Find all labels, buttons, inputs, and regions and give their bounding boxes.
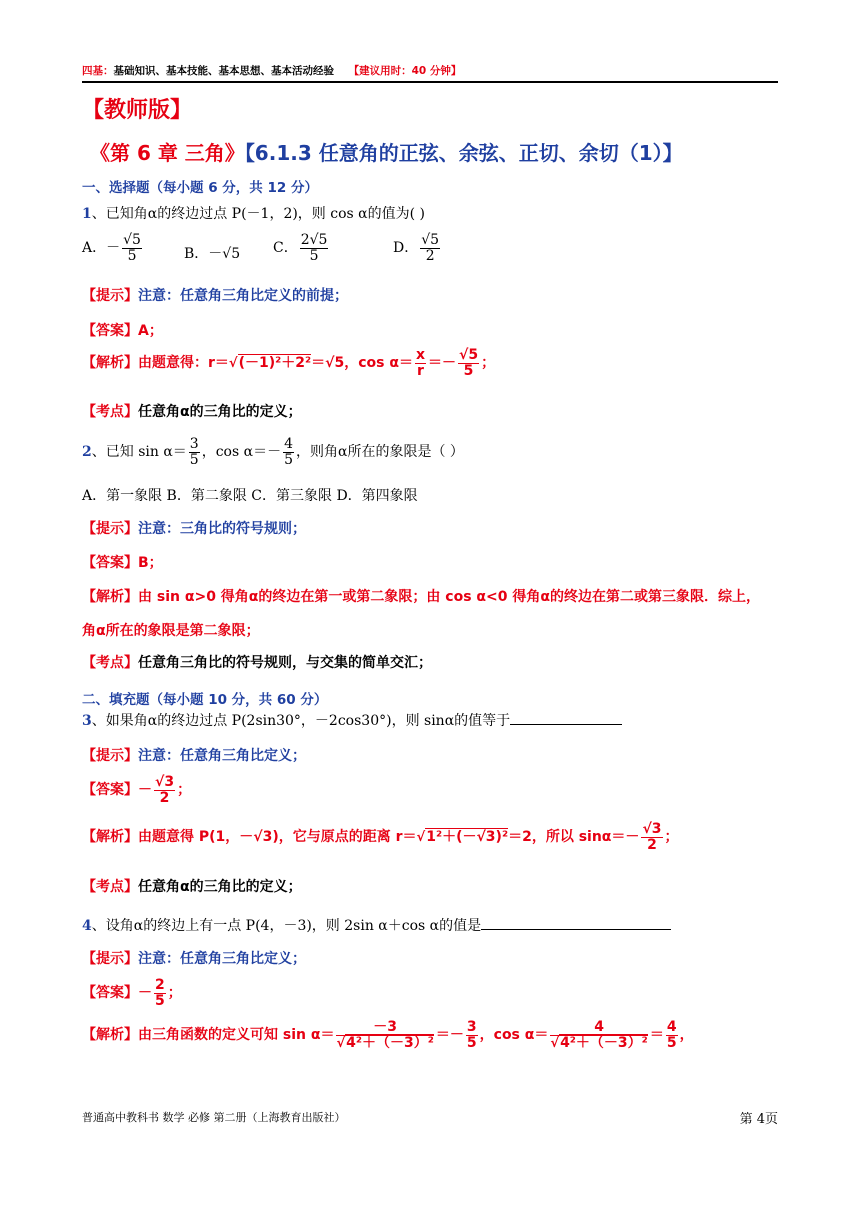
q1-option-c-frac: [300, 233, 329, 263]
page-title: [90, 137, 683, 166]
q1-answer-text: A；: [138, 323, 163, 339]
q1-hint-text: 注意：任意角三角比定义的前提；: [138, 288, 348, 304]
q1-analysis-frac2: [458, 348, 479, 378]
q1-analysis: 【解析】由题意得：r＝√(－1)²＋2²＝√5，cos α＝ $\frac{x}{r}$ ＝－ $\frac{√5}{5}$ ；: [82, 347, 496, 379]
q2-answer: [82, 552, 163, 572]
q4-frac3-num: 4: [550, 1020, 647, 1036]
q4-analysis-d: ＝: [649, 1027, 664, 1044]
q2-analysis-line2: 角α所在的象限是第二象限；: [82, 623, 260, 639]
q1-frac1-den: r: [417, 362, 424, 379]
q3-analysis-num: √3: [642, 821, 662, 837]
q4-analysis-frac1: [336, 1020, 433, 1050]
answer-label: 【答案】: [82, 782, 138, 799]
q2-analysis-line1: 由 sin α>0 得角α的终边在第一或第二象限；由 cos α<0 得角α的终边在第二或第三象限．综上，: [138, 589, 761, 605]
q3-hint: [82, 745, 306, 765]
q1-option-b: B．－√5: [184, 246, 241, 262]
q1-analysis-b: ＝√5，cos α＝: [311, 355, 413, 372]
q1-analysis-c: ＝－: [427, 355, 456, 372]
q4-hint: [82, 948, 306, 968]
q1-point-text: 任意角α的三角比的定义；: [138, 404, 302, 420]
question-2: [82, 437, 464, 467]
q1-stem: 、已知角α的终边过点 P(－1，2)，则 cos α的值为( ): [91, 206, 425, 222]
q1-analysis-end: ；: [481, 355, 496, 372]
q4-answer-num: 2: [155, 977, 165, 993]
q3-hint-text: 注意：任意角三角比定义；: [138, 748, 306, 764]
q4-hint-text: 注意：任意角三角比定义；: [138, 951, 306, 967]
q2-options: A．第一象限 B．第二象限 C．第三象限 D．第四象限: [82, 488, 418, 504]
q1-option-d-label: D．: [393, 240, 419, 257]
q3-analysis-radicand: 1²＋(－√3)²: [426, 829, 509, 846]
q4-number: 4: [82, 918, 92, 934]
q3-analysis-end: ；: [664, 829, 679, 846]
q2-sin-frac: [189, 437, 200, 467]
q3-answer-blank[interactable]: [510, 724, 622, 725]
header-basics-text: 基础知识、基本技能、基本思想、基本活动经验: [113, 65, 334, 77]
q3-answer-den: 2: [159, 789, 170, 806]
q1-option-a-label: A．－: [82, 240, 121, 257]
q4-frac1-num: －3: [336, 1020, 433, 1036]
point-label: 【考点】: [82, 879, 138, 895]
q4-frac4-den: 5: [666, 1034, 677, 1051]
q4-answer-a: －: [138, 985, 152, 1002]
q3-answer-num: √3: [155, 774, 175, 790]
q1-option-c-num: 2√5: [300, 232, 328, 248]
q2-stem-a: 、已知 sin α＝: [91, 444, 187, 461]
q2-point-text: 任意角三角比的符号规则，与交集的简单交汇；: [138, 655, 432, 671]
q4-analysis-a: 由三角函数的定义可知 sin α＝: [138, 1027, 335, 1044]
q3-point-text: 任意角α的三角比的定义；: [138, 879, 302, 895]
q2-hint: [82, 518, 306, 538]
q3-analysis: 【解析】由题意得 P(1，－√3)，它与原点的距离 r＝√1²＋(－√3)²＝2，所以 sinα＝－ $\frac{√3}{2}$ ；: [82, 821, 679, 853]
q1-options: [82, 233, 144, 263]
q1-option-d: [393, 233, 442, 263]
answer-label: 【答案】: [82, 323, 138, 339]
q2-point: [82, 652, 432, 672]
analysis-label: 【解析】: [82, 589, 138, 605]
q1-option-a-den: 5: [127, 247, 137, 264]
header-basics-label: 四基：: [82, 65, 114, 77]
q1-frac1-num: x: [415, 347, 425, 363]
title-section: 【6.1.3 任意角的正弦、余弦、正切、余切（1）】: [244, 141, 683, 165]
q4-frac4-num: 4: [666, 1019, 677, 1035]
q4-analysis-c: ，cos α＝: [479, 1027, 549, 1044]
edition-label: 【教师版】: [82, 98, 193, 123]
question-3: [82, 710, 622, 730]
q3-answer-frac: [154, 775, 175, 805]
q2-cos-frac: [283, 437, 294, 467]
q4-analysis-frac4: [666, 1020, 678, 1050]
q1-option-c-den: 5: [309, 247, 319, 264]
page-number: 第 4页: [739, 1112, 778, 1127]
q2-answer-text: B；: [138, 555, 163, 571]
q3-answer-end: ；: [177, 782, 192, 799]
q3-answer-a: －: [138, 782, 152, 799]
q2-stem-b: ，cos α＝－: [201, 444, 282, 461]
analysis-label: 【解析】: [82, 829, 138, 846]
point-label: 【考点】: [82, 404, 138, 420]
q2-analysis: [82, 586, 760, 606]
section-heading-fill: 二、填充题（每小题 10 分，共 60 分）: [82, 692, 328, 708]
q4-analysis: [82, 1020, 694, 1050]
q4-analysis-end: ，: [679, 1027, 694, 1044]
q4-answer: [82, 978, 182, 1008]
q1-point: [82, 401, 302, 421]
header-rule: [82, 81, 778, 83]
q3-analysis-b: ＝2，所以 sinα＝－: [508, 829, 640, 846]
title-chapter: 《第 6 章 三角》: [90, 141, 245, 165]
question-1: [82, 203, 425, 223]
q2-sin-num: 3: [189, 436, 199, 452]
q3-stem: 、如果角α的终边过点 P(2sin30°，－2cos30°)，则 sinα的值等于: [91, 713, 511, 729]
q2-stem-c: ，则角α所在的象限是（ ）: [296, 444, 464, 461]
q1-analysis-a: 由题意得：r＝: [138, 355, 229, 372]
q4-frac2-num: 3: [466, 1019, 477, 1035]
analysis-label: 【解析】: [82, 355, 138, 372]
header-line: [82, 63, 461, 78]
q2-cos-num: 4: [284, 436, 293, 452]
q1-analysis-radicand: (－1)²＋2²: [238, 355, 312, 372]
q4-analysis-frac2: [466, 1020, 478, 1050]
question-4: [82, 915, 671, 935]
q1-hint: [82, 285, 348, 305]
q4-frac1-den: √4²＋（－3）²: [336, 1034, 434, 1051]
q3-analysis-a: 由题意得 P(1，－√3)，它与原点的距离 r＝: [138, 829, 417, 846]
q4-answer-end: ；: [167, 985, 182, 1002]
q4-analysis-b: ＝－: [435, 1027, 464, 1044]
q1-option-d-den: 2: [425, 247, 435, 264]
q1-answer: [82, 320, 163, 340]
header-time-note: 【建议用时：40 分钟】: [348, 65, 462, 77]
q3-number: 3: [82, 713, 92, 729]
q4-frac3-den-radicand: 4²＋（－3）²: [560, 1034, 648, 1051]
q4-answer-blank[interactable]: [481, 929, 671, 930]
answer-label: 【答案】: [82, 985, 138, 1002]
q4-stem: 、设角α的终边上有一点 P(4，－3)，则 2sin α＋cos α的值是: [91, 918, 482, 934]
hint-label: 【提示】: [82, 951, 138, 967]
answer-label: 【答案】: [82, 555, 138, 571]
q1-option-c: [273, 233, 330, 263]
section-heading-choice: 一、选择题（每小题 6 分，共 12 分）: [82, 180, 318, 196]
q1-option-a-frac: [122, 233, 142, 263]
q1-option-d-num: √5: [421, 232, 440, 248]
q1-frac2-den: 5: [463, 362, 474, 379]
q1-option-a-num: √5: [123, 232, 141, 248]
q3-answer: [82, 775, 191, 805]
q4-analysis-frac3: [550, 1020, 647, 1050]
q4-frac1-den-radicand: 4²＋（－3）²: [346, 1034, 434, 1051]
q3-analysis-frac: [641, 822, 662, 852]
q1-option-c-label: C．: [273, 240, 298, 257]
q2-sin-den: 5: [189, 451, 199, 468]
q1-number: 1: [82, 206, 92, 222]
q1-option-d-frac: [420, 233, 440, 263]
q4-frac3-den: √4²＋（－3）²: [550, 1034, 648, 1051]
point-label: 【考点】: [82, 655, 138, 671]
q2-cos-den: 5: [284, 451, 293, 468]
hint-label: 【提示】: [82, 288, 138, 304]
q4-answer-frac: [154, 978, 166, 1008]
q4-answer-den: 5: [155, 992, 165, 1009]
q2-hint-text: 注意：三角比的符号规则；: [138, 521, 306, 537]
q3-point: [82, 876, 302, 896]
q2-number: 2: [82, 444, 92, 461]
hint-label: 【提示】: [82, 748, 138, 764]
analysis-label: 【解析】: [82, 1027, 138, 1044]
q4-frac2-den: 5: [466, 1034, 477, 1051]
q1-frac2-num: √5: [458, 347, 479, 363]
hint-label: 【提示】: [82, 521, 138, 537]
q3-analysis-den: 2: [647, 836, 657, 853]
q1-analysis-frac1: [415, 348, 426, 378]
footer-book: 普通高中教科书 数学 必修 第二册（上海教育出版社）: [82, 1111, 346, 1124]
